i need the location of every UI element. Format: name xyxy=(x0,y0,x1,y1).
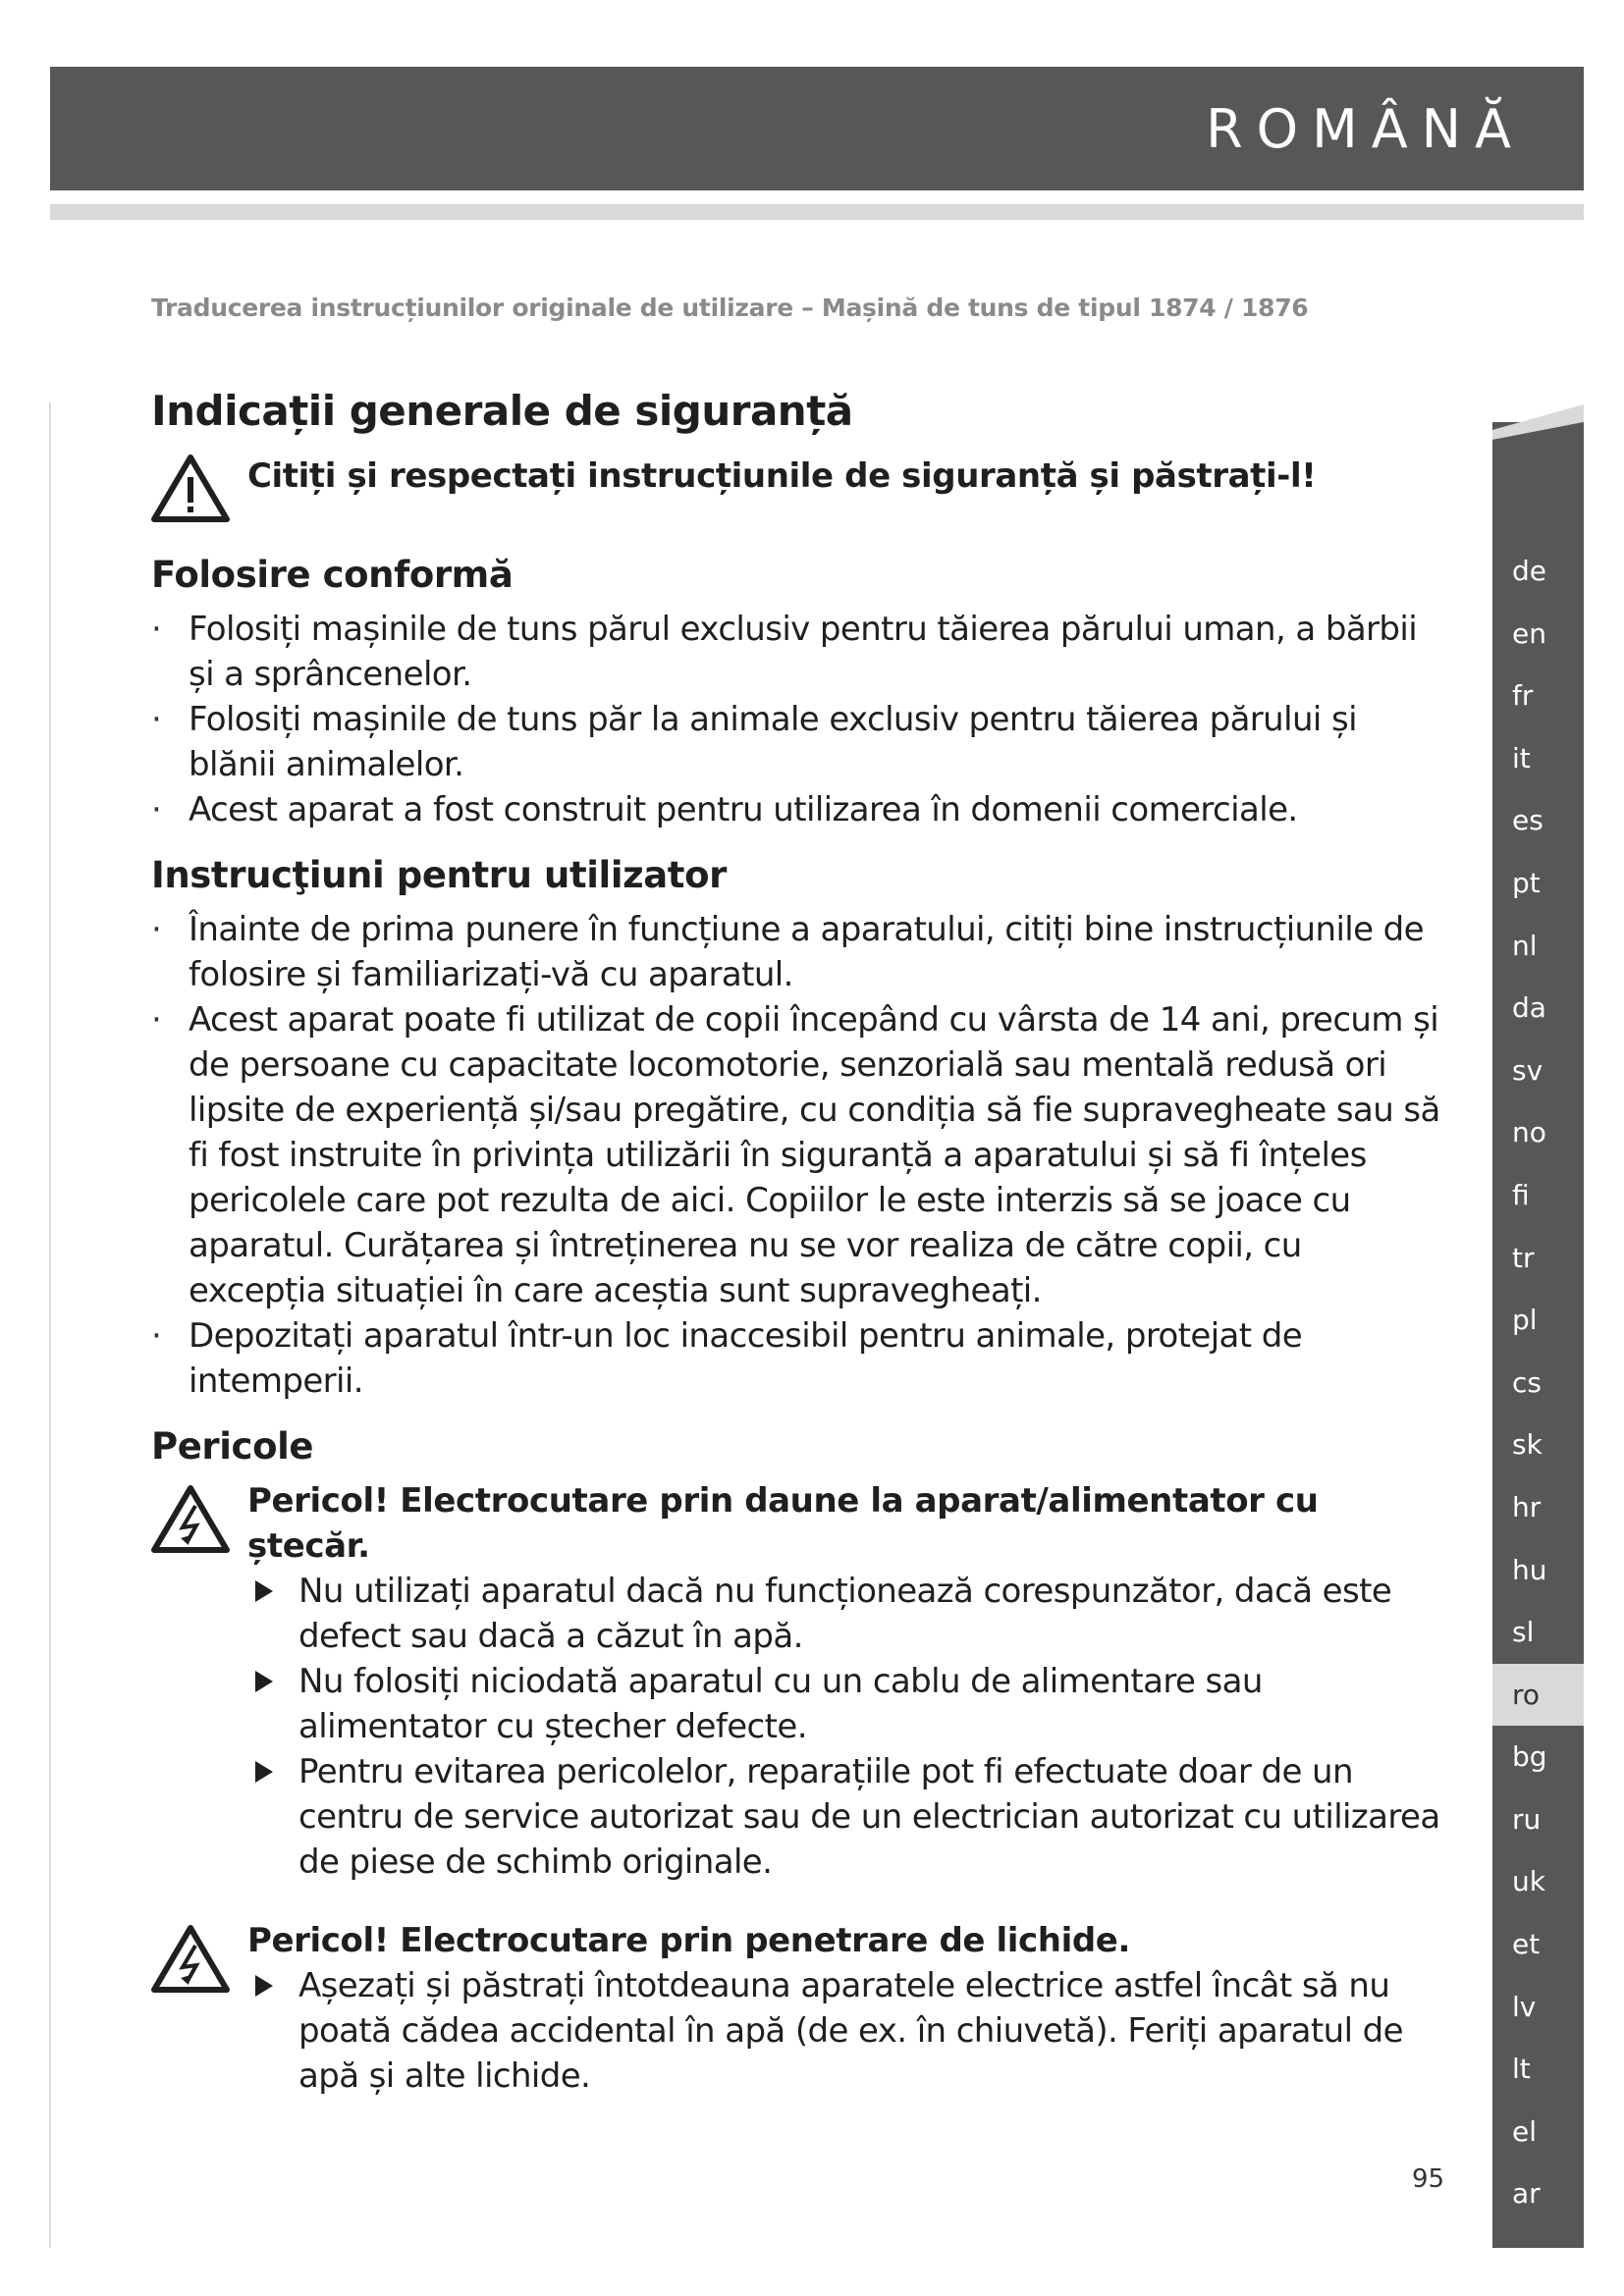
page-number: 95 xyxy=(1412,2164,1445,2194)
header-title: ROMÂNĂ xyxy=(1206,98,1525,160)
language-tab-es[interactable]: es xyxy=(1512,804,1543,837)
language-tab-da[interactable]: da xyxy=(1512,991,1546,1025)
language-tab-el[interactable]: el xyxy=(1512,2114,1538,2148)
language-tab-en[interactable]: en xyxy=(1512,616,1546,650)
language-tab-fi[interactable]: fi xyxy=(1512,1178,1530,1211)
list-item: Pentru evitarea pericolelor, reparațiile pot fi efectuate doar de un centru de service autorizat sau de un electrician autorizat cu utilizarea de piese de schimb originale. xyxy=(247,1749,1447,1885)
list-item: · Depozitați aparatul într-un loc inaccesibil pentru animale, protejat de intemperii. xyxy=(151,1316,1303,1401)
language-tab-tr[interactable]: tr xyxy=(1512,1241,1535,1274)
language-tab-bg[interactable]: bg xyxy=(1512,1740,1547,1774)
general-safety-warning xyxy=(151,454,1447,499)
language-tab-cs[interactable]: cs xyxy=(1512,1365,1542,1399)
language-tab-sk[interactable]: sk xyxy=(1512,1428,1543,1462)
list-item: · Înainte de prima punere în funcțiune a aparatului, citiți bine instrucțiunile de folosire și familiarizați-vă cu aparatul. xyxy=(151,910,1424,994)
language-tab-uk[interactable]: uk xyxy=(1512,1865,1545,1898)
language-tab-ro[interactable]: ro xyxy=(1492,1664,1584,1727)
list-item: · Folosiți mașinile de tuns păr la animale exclusiv pentru tăierea părului și blănii animalelor. xyxy=(151,700,1357,784)
language-tab-de[interactable]: de xyxy=(1512,555,1546,587)
language-tab-sl[interactable]: sl xyxy=(1512,1616,1535,1649)
list-item: · Acest aparat a fost construit pentru utilizarea în domenii comerciale. xyxy=(151,790,1298,829)
language-tab-sv[interactable]: sv xyxy=(1512,1053,1543,1087)
left-margin-rule xyxy=(49,402,51,2248)
arrow-right-icon xyxy=(255,1671,273,1692)
list-item: · Folosiți mașinile de tuns părul exclusiv pentru tăierea părului uman, a bărbii și a sprâncenelor. xyxy=(151,610,1418,694)
header-rule xyxy=(50,204,1584,220)
tab-top-cap xyxy=(1492,400,1584,440)
language-tab-ru[interactable]: ru xyxy=(1512,1802,1542,1836)
hazard-list xyxy=(247,1569,1447,1885)
list-item: Nu utilizați aparatul dacă nu funcționează corespunzător, dacă este defect sau dacă a căzut în apă. xyxy=(247,1569,1447,1659)
list-item: · Acest aparat poate fi utilizat de copii începând cu vârsta de 14 ani, precum și de persoane cu capacitate locomotorie, senzorială sau mentală redusă ori lipsite de experiență și/sau pregătire, cu condiția să fie supravegheate sau să fi fost instruite în privința utilizării în siguranță a aparatului și să fi înțeles pericolele care pot rezulta de aici. Copiilor le este interzis să se joace cu aparatul. Curățarea și întreținerea nu se vor realiza de către copii, cu excepția situației în care aceștia sunt supravegheați. xyxy=(151,1000,1440,1310)
language-tab-it[interactable]: it xyxy=(1512,741,1531,774)
language-tab-pt[interactable]: pt xyxy=(1512,866,1541,899)
language-tab-ar[interactable]: ar xyxy=(1512,2177,1541,2211)
hazard-block-damage xyxy=(151,1478,1447,1885)
document-subtitle: Traducerea instrucțiunilor originale de utilizare – Mașină de tuns de tipul 1874 / 1876 xyxy=(151,294,1309,322)
intended-use-list xyxy=(151,607,1447,832)
user-instructions-list xyxy=(151,907,1447,1404)
list-item: Așezați și păstrați întotdeauna aparatele electrice astfel încât să nu poată cădea accidental în apă (de ex. în chiuvetă). Feriți aparatul de apă și alte lichide. xyxy=(247,1963,1447,2099)
list-item: Nu folosiți niciodată aparatul cu un cablu de alimentare sau alimentator cu ștecher defecte. xyxy=(247,1659,1447,1749)
general-safety-warning-text: Citiți și respectați instrucțiunile de siguranță și păstrați-l! xyxy=(247,456,1317,496)
arrow-right-icon xyxy=(255,1975,273,1997)
warning-triangle-icon xyxy=(151,454,230,522)
language-tab-hu[interactable]: hu xyxy=(1512,1553,1547,1586)
main-content xyxy=(151,291,1447,2132)
hazard-block-liquids xyxy=(151,1918,1447,2099)
language-tab-pl[interactable]: pl xyxy=(1512,1304,1538,1337)
language-tab-strip xyxy=(1492,422,1584,2248)
electric-shock-warning-icon xyxy=(151,1484,230,1553)
intended-use-heading: Folosire conformă xyxy=(151,554,514,596)
electric-shock-warning-icon xyxy=(151,1924,230,1993)
language-tab-fr[interactable]: fr xyxy=(1512,679,1534,713)
language-tab-et[interactable]: et xyxy=(1512,1928,1541,1961)
arrow-right-icon xyxy=(255,1580,273,1602)
hazard-list xyxy=(247,1963,1447,2099)
language-tab-lv[interactable]: lv xyxy=(1512,1990,1537,2023)
language-tab-nl[interactable]: nl xyxy=(1512,929,1538,962)
hazard-title: Pericol! Electrocutare prin penetrare de lichide. xyxy=(247,1921,1130,1960)
language-tab-lt[interactable]: lt xyxy=(1512,2053,1531,2086)
language-tab-hr[interactable]: hr xyxy=(1512,1490,1542,1523)
user-instructions-heading: Instrucţiuni pentru utilizator xyxy=(151,854,727,896)
language-tab-no[interactable]: no xyxy=(1512,1116,1546,1149)
header-bar xyxy=(50,67,1584,190)
language-list xyxy=(1492,540,1584,2225)
hazard-title: Pericol! Electrocutare prin daune la aparat/alimentator cu ștecăr. xyxy=(247,1481,1319,1566)
hazards-heading: Pericole xyxy=(151,1425,314,1468)
arrow-right-icon xyxy=(255,1761,273,1783)
general-safety-heading: Indicații generale de siguranță xyxy=(151,387,853,435)
